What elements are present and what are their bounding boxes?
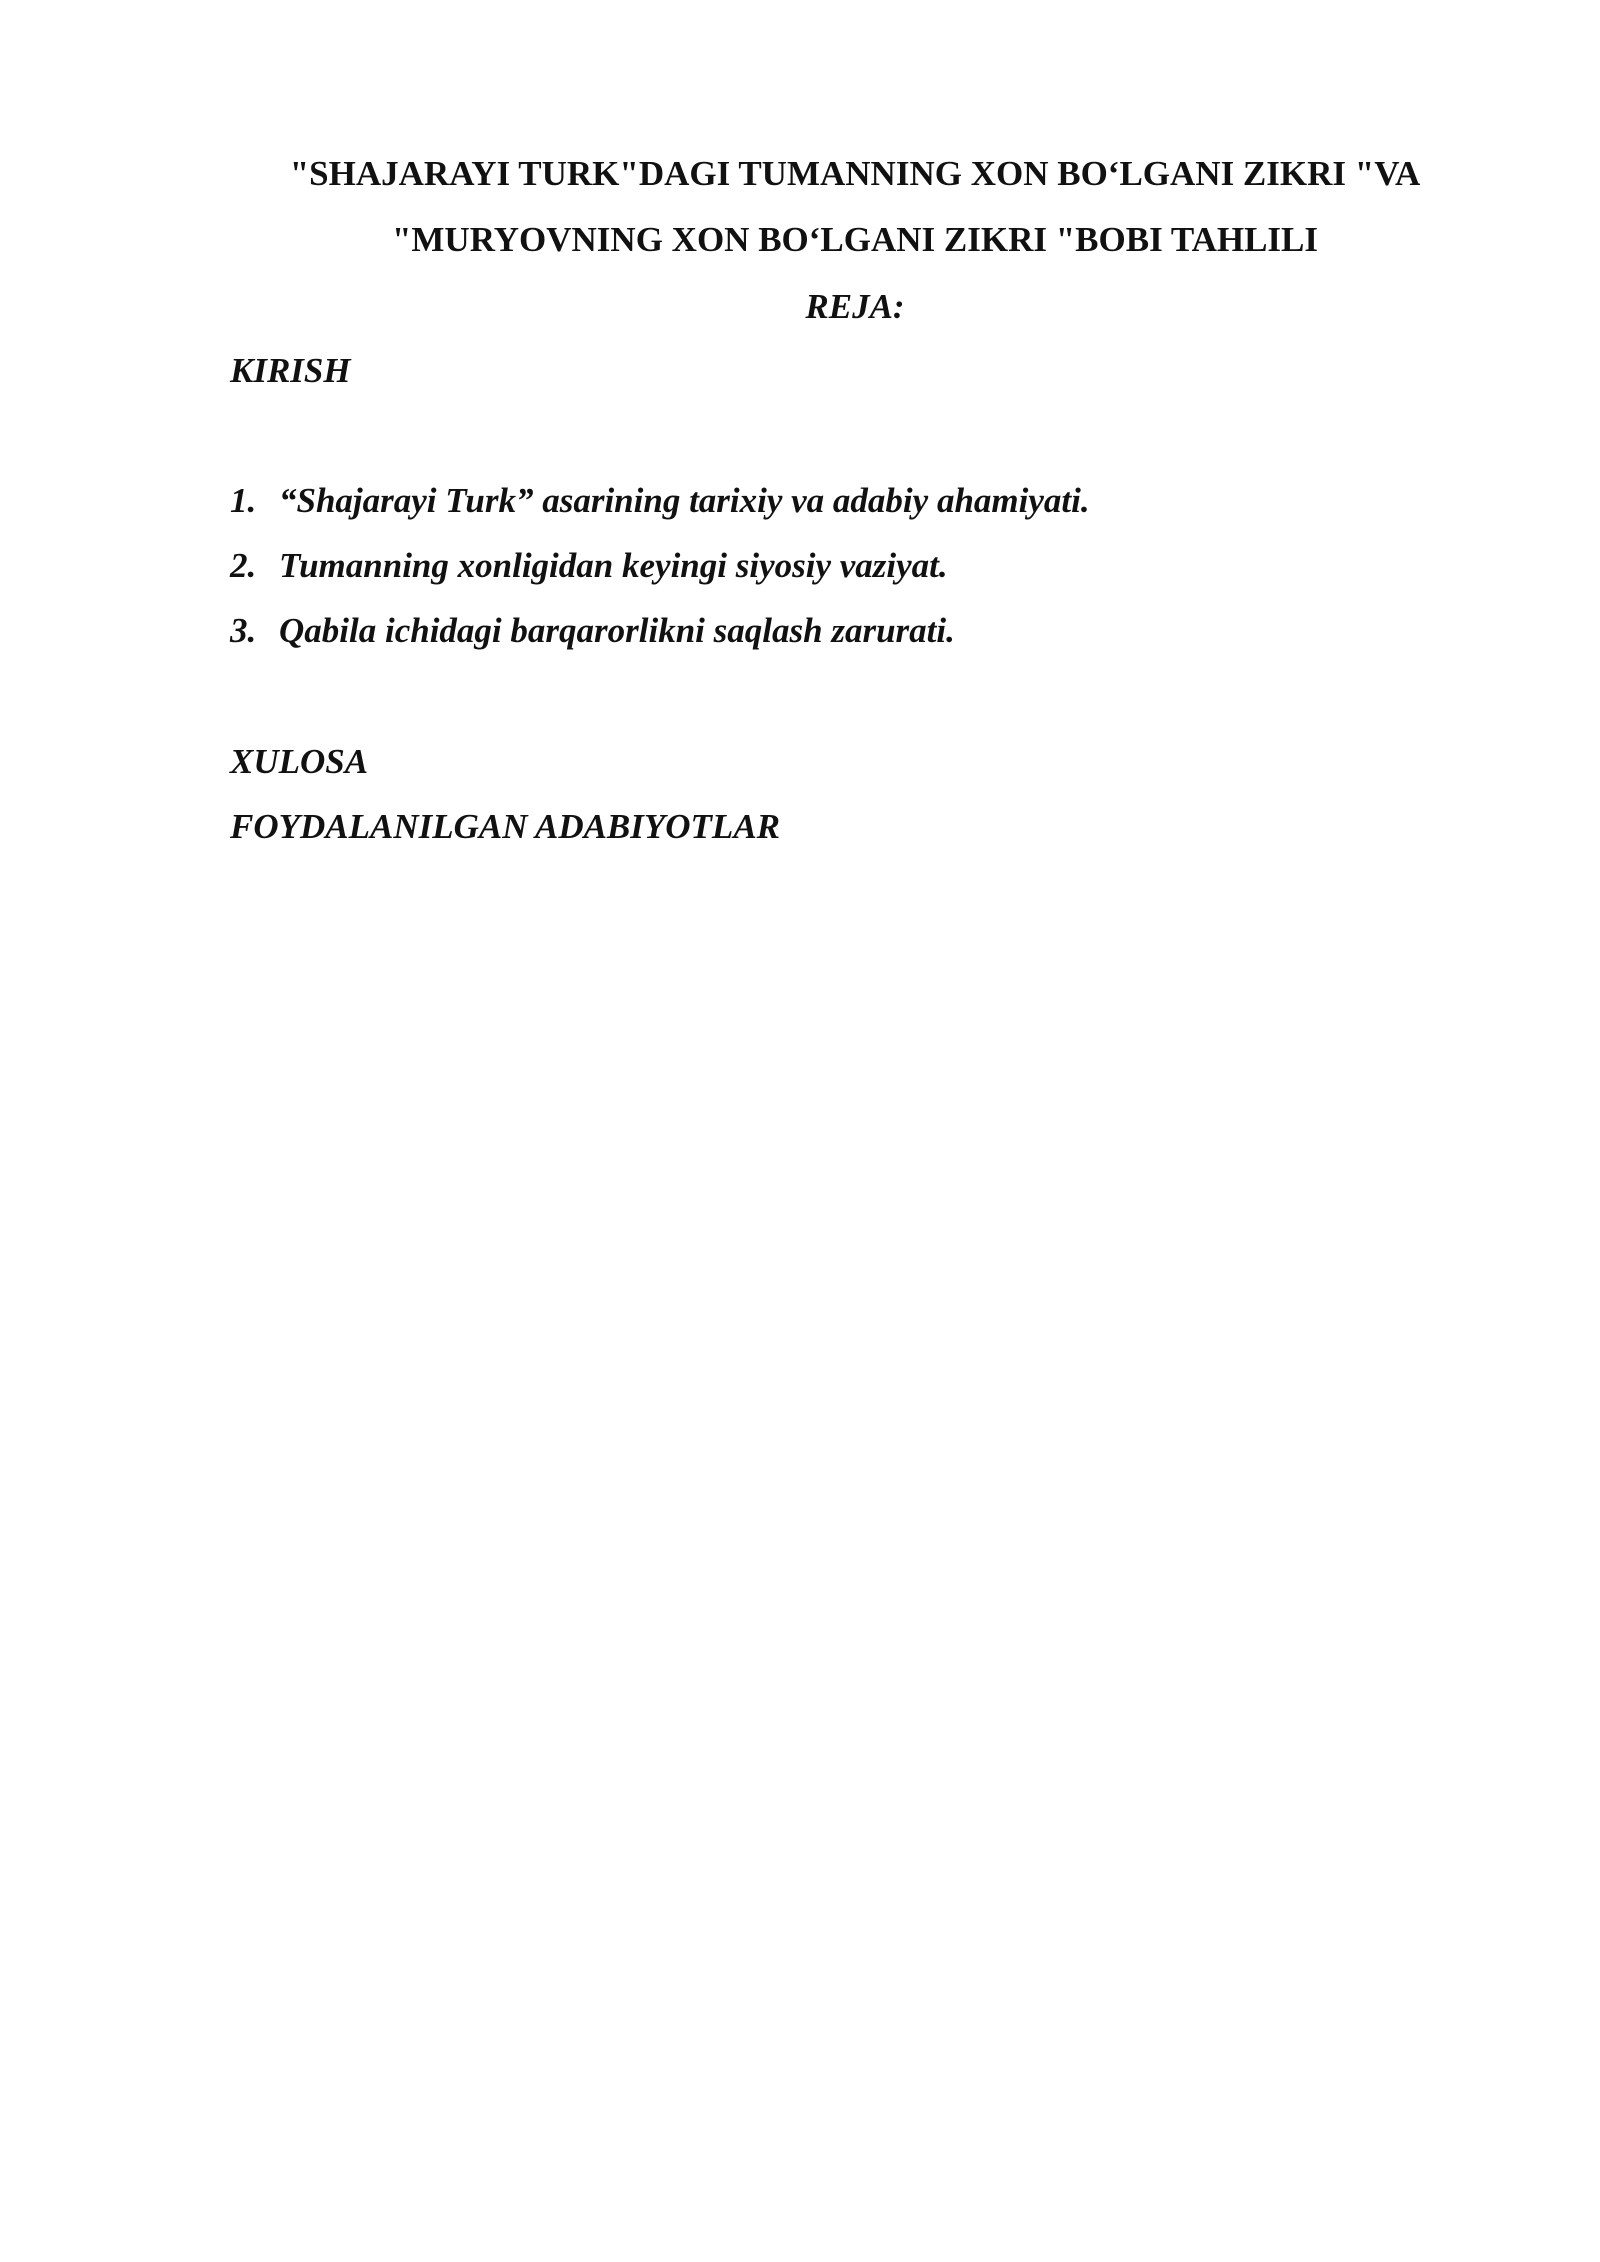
- plan-item-number: 3.: [230, 611, 257, 650]
- plan-list-item: [230, 544, 1090, 609]
- conclusion-heading: XULOSA: [230, 742, 369, 781]
- plan-list-item: [230, 609, 1090, 674]
- plan-list: [230, 479, 1090, 674]
- plan-item-number: 1.: [230, 481, 257, 520]
- document-title-line-1: "SHAJARAYI TURK"DAGI TUMANNING XON BO‘LGANI ZIKRI "VA: [289, 154, 1421, 193]
- document-title-line-2: "MURYOVNING XON BO‘LGANI ZIKRI "BOBI TAHLILI: [391, 220, 1319, 259]
- plan-item-number: 2.: [230, 546, 257, 585]
- references-heading: FOYDALANILGAN ADABIYOTLAR: [230, 807, 781, 846]
- plan-item-text: Tumanning xonligidan keyingi siyosiy vaziyat.: [279, 546, 948, 585]
- plan-item-text: Qabila ichidagi barqarorlikni saqlash zarurati.: [279, 611, 955, 650]
- plan-heading: REJA:: [805, 287, 905, 326]
- introduction-heading: KIRISH: [230, 351, 351, 390]
- plan-item-text: “Shajarayi Turk” asarining tarixiy va adabiy ahamiyati.: [279, 481, 1090, 520]
- plan-list-item: [230, 479, 1090, 544]
